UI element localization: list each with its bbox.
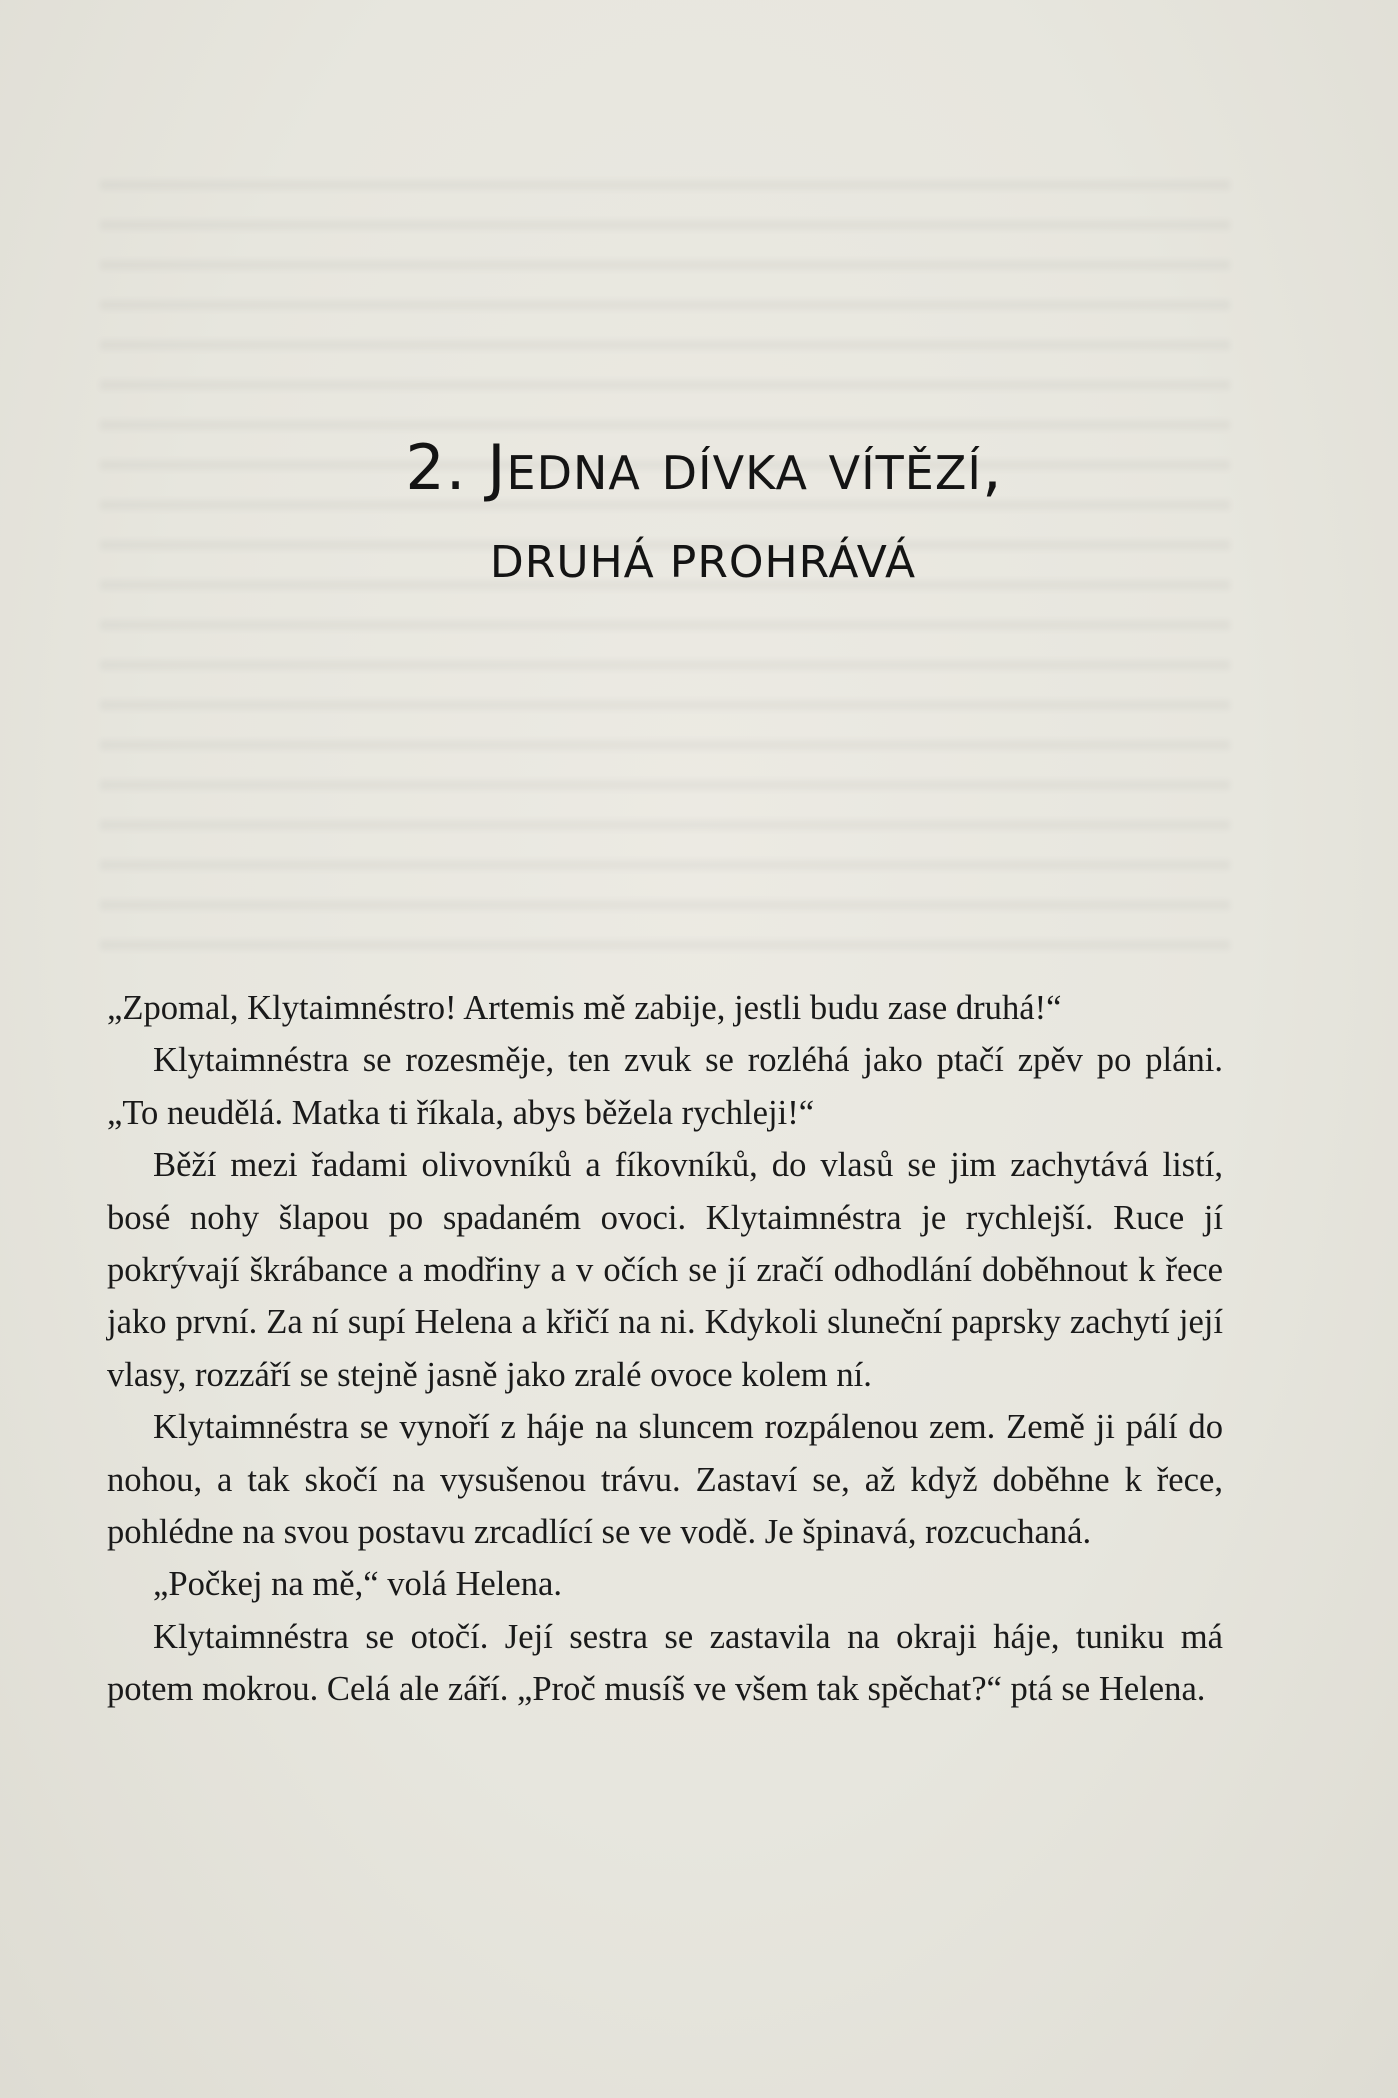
chapter-title-line-1: 2. JEDNA DÍVKA VÍTĚZÍ, [405,431,1003,504]
paragraph-6: Klytaimnéstra se otočí. Její sestra se zastavila na okraji háje, tuniku má potem mokrou. Celá ale září. „Proč musíš ve všem tak spěchat?“ ptá se Helena. [107,1617,1223,1709]
chapter-title-line-2: DRUHÁ PROHRÁVÁ [489,537,917,588]
paragraph-5: „Počkej na mě,“ volá Helena. [153,1565,562,1604]
paragraph-3: Běží mezi řadami olivovníků a fíkovníků, do vlasů se jim zachytává listí, bosé nohy šlapou po spadaném ovoci. Klytaimnéstra je rychlejší. Ruce jí pokrývají škrábance a modřiny a v očích se jí zračí odhodlání doběhnout k řece jako první. Za ní supí Helena a křičí na ni. Kdykoli sluneční paprsky zachytí její vlasy, rozzáří se stejně jasně jako zralé ovoce kolem ní. [107,1146,1223,1394]
chapter-body [107,982,1223,1716]
paragraph-2: Klytaimnéstra se rozesměje, ten zvuk se rozléhá jako ptačí zpěv po pláni. „To neudělá. Matka ti říkala, abys běžela rychleji!“ [107,1041,1223,1132]
chapter-title [0,428,1398,593]
paragraph-1: „Zpomal, Klytaimnéstro! Artemis mě zabije, jestli budu zase druhá!“ [107,989,1062,1027]
paragraph-4: Klytaimnéstra se vynoří z háje na sluncem rozpálenou zem. Země ji pálí do nohou, a tak skočí na vysušenou trávu. Zastaví se, až když doběhne k řece, pohlédne na svou postavu zrcadlící se ve vodě. Je špinavá, rozcuchaná. [107,1408,1223,1552]
